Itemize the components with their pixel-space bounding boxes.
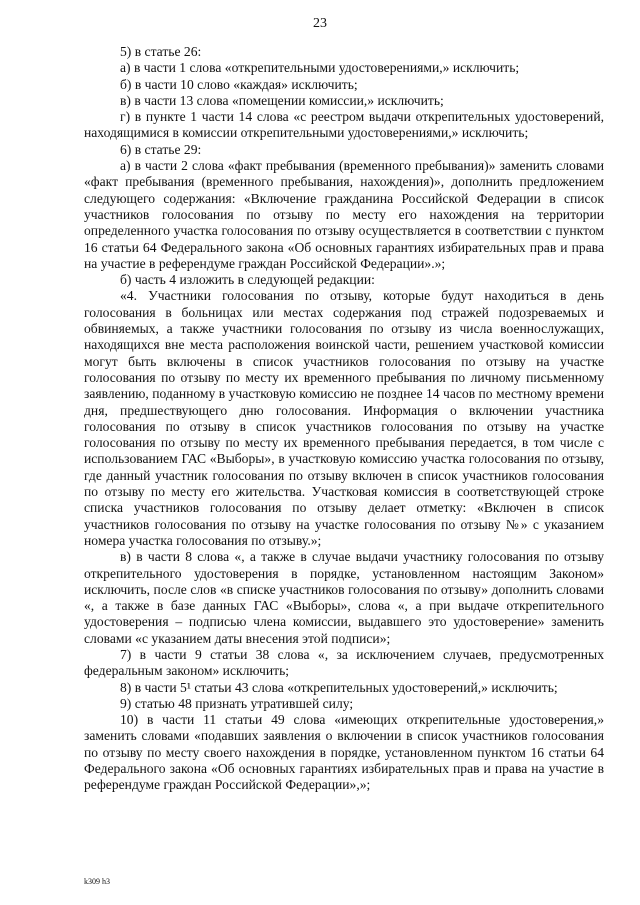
paragraph-6v: в) в части 8 слова «, а также в случае выдачи участнику голосования по отзыву открепительного удостоверения в порядке, установленном настоящим Законом» исключить, после слов «в списке участников голосования по отзыву» дополнить словами «, а также в базе данных ГАС «Выборы», слова «, а при выдаче открепительного удостоверения – подписью члена комиссии, выдавшего это удостоверение» заменить словами «с указанием даты внесения этой подписи»; [84,549,604,646]
page-number: 23 [313,16,327,31]
paragraph-6a: а) в части 2 слова «факт пребывания (временного пребывания)» заменить словами «факт пребывания (временного пребывания, нахождения)», дополнить предложением следующего содержания: «Включение гражданина Российской Федерации в список участников голосования по отзыву по месту его нахождения на территории определенного участка голосования по отзыву осуществляется в соответствии с пунктом 16 статьи 64 Федерального закона «Об основных гарантиях избирательных прав и права на участие в референдуме граждан Российской Федерации».»; [84,158,604,271]
paragraph-9: 9) статью 48 признать утратившей силу; [120,695,354,711]
footer-document-code: k309 h3 [84,877,110,886]
paragraph-part-4-text: «4. Участники голосования по отзыву, которые будут находиться в день голосования в больницах или местах содержания под стражей подозреваемых и обвиняемых, а также участники голосования по отзыву из числа военнослужащих, находящихся вне места расположения воинской части, решением участковой комиссии могут быть включены в список участников голосования по отзыву на участке голосования по отзыву по месту их временного пребывания по личному письменному заявлению, поданному в участковую комиссию не позднее 14 часов по местному времени дня, предшествующего дню голосования. Информация о включении участника голосования по отзыву в список участников голосования по отзыву на участке голосования по отзыву по месту их временного пребывания передается, в том числе с использованием ГАС «Выборы», в участковую комиссию участка голосования по отзыву, где данный участник голосования по отзыву включен в список участников голосования по отзыву по месту его жительства. Участковая комиссия в соответствующей строке списка участников голосования по отзыву делает отметку: «Включен в список участников голосования по отзыву на участке голосования по отзыву №» с указанием номера участка голосования по отзыву.»; [84,288,604,548]
paragraph-6b: б) часть 4 изложить в следующей редакции: [120,272,375,288]
paragraph-5a: а) в части 1 слова «открепительными удостоверениями,» исключить; [120,60,520,76]
paragraph-5-article-26: 5) в статье 26: [120,44,202,59]
paragraph-8: 8) в части 5¹ статьи 43 слова «открепительных удостоверений,» исключить; [120,679,558,695]
document-body [84,44,604,794]
paragraph-5v: в) в части 13 слова «помещении комиссии,» исключить; [120,92,444,108]
paragraph-7: 7) в части 9 статьи 38 слова «, за исключением случаев, предусмотренных федеральным законом» исключить; [84,646,604,679]
paragraph-5b: б) в части 10 слово «каждая» исключить; [120,76,358,92]
paragraph-5g: г) в пункте 1 части 14 слова «с реестром выдачи открепительных удостоверений, находящимися в комиссии открепительными удостоверениями,» исключить; [84,109,604,141]
paragraph-10: 10) в части 11 статьи 49 слова «имеющих открепительные удостоверения,» заменить словами «подавших заявления о включении в список участников голосования по отзыву по месту своего нахождения в порядке, установленном пунктом 16 статьи 64 Федерального закона «Об основных гарантиях избирательных прав и права на участие в референдуме граждан Российской Федерации»,»; [84,712,604,793]
paragraph-6-article-29: 6) в статье 29: [120,141,202,157]
